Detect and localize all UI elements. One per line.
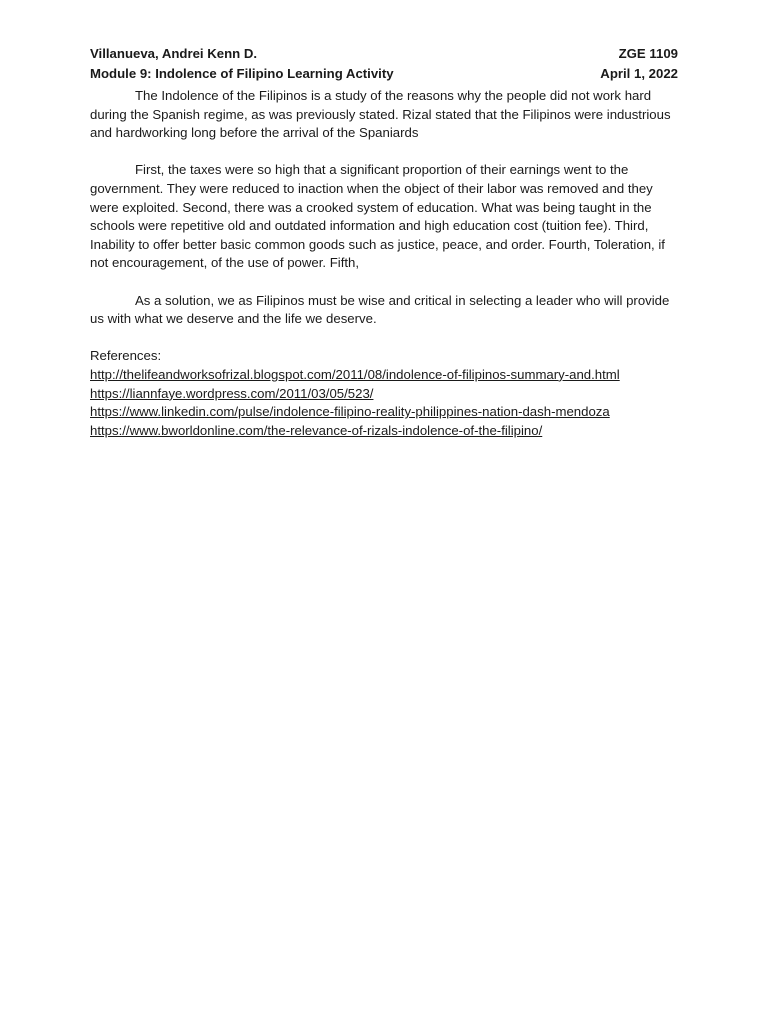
header-row-1 xyxy=(90,44,678,64)
reference-link[interactable]: http://thelifeandworksofrizal.blogspot.com/2011/08/indolence-of-filipinos-summary-and.html xyxy=(90,366,620,382)
reference-link[interactable]: https://www.bworldonline.com/the-relevance-of-rizals-indolence-of-the-filipino/ xyxy=(90,422,543,438)
reference-link[interactable]: https://liannfaye.wordpress.com/2011/03/05/523/ xyxy=(90,385,374,401)
course-code: ZGE 1109 xyxy=(618,46,678,61)
reference-link[interactable]: https://www.linkedin.com/pulse/indolence-filipino-reality-philippines-nation-dash-mendoza xyxy=(90,404,610,420)
references-section xyxy=(90,347,678,440)
document-body xyxy=(90,87,678,440)
document-date: April 1, 2022 xyxy=(600,66,678,81)
paragraph-intro: The Indolence of the Filipinos is a study of the reasons why the people did not work hard during the Spanish regime, as was previously stated. Rizal stated that the Filipinos were industrious and hardworking long before the arrival of the Spaniards xyxy=(90,88,671,141)
header-row-2 xyxy=(90,64,678,84)
references-title: References: xyxy=(90,348,162,364)
paragraph-solution: As a solution, we as Filipinos must be wise and critical in selecting a leader who will provide us with what we deserve and the life we deserve. xyxy=(90,292,670,327)
paragraph-reasons: First, the taxes were so high that a significant proportion of their earnings went to the government. They were reduced to inaction when the object of their labor was removed and they were exploited. Second, there was a crooked system of education. What was being taught in the schools were repetitive old and outdated information and high education cost (tuition fee). Third, Inability to offer better basic common goods such as justice, peace, and order. Fourth, Toleration, if not encouragement, of the use of power. Fifth, xyxy=(90,162,665,271)
author-name: Villanueva, Andrei Kenn D. xyxy=(90,46,258,61)
document-page xyxy=(90,44,678,440)
document-title: Module 9: Indolence of Filipino Learning Activity xyxy=(90,66,394,81)
